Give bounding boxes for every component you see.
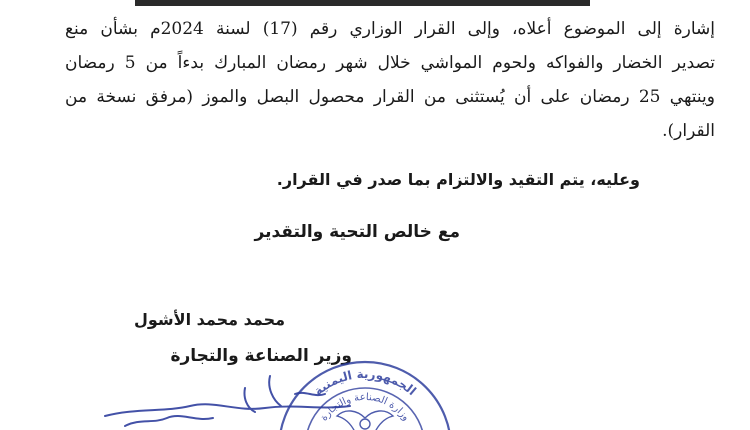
letter-body-line-3: وينتهي 25 رمضان على أن يُستثنى من القرار محصول البصل والموز (مرفق نسخة من [65, 87, 715, 107]
signatory-title: وزير الصناعة والتجارة [170, 346, 352, 366]
stamp-text-inner: وزارة الصناعة والتجارة [318, 391, 412, 424]
stamp-text-outer: الجمهورية اليمنية [311, 366, 419, 399]
letter-body-line-2: تصدير الخضار والفواكه ولحوم المواشي خلال شهر رمضان المبارك بدءاً من 5 رمضان [65, 53, 715, 73]
letter-body [65, 12, 715, 148]
handwritten-signature [95, 368, 355, 430]
letter-body-line-1: إشارة إلى الموضوع أعلاه، وإلى القرار الوزاري رقم (17) لسنة 2024م بشأن منع [65, 19, 716, 39]
signatory-name: محمد محمد الأشول [134, 310, 285, 329]
header-rule [135, 0, 590, 6]
compliance-instruction: وعليه، يتم التقيد والالتزام بما صدر في القرار. [276, 170, 640, 189]
closing-greeting: مع خالص التحية والتقدير [254, 222, 460, 242]
letter-body-line-4: القرار). [662, 121, 715, 141]
